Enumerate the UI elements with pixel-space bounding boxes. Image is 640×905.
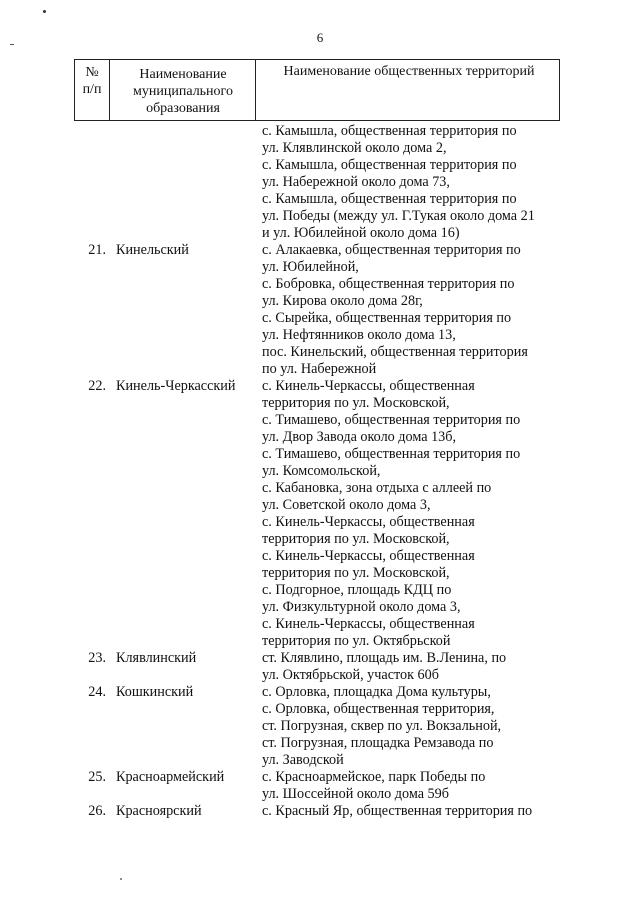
territory-line: ст. Погрузная, сквер по ул. Вокзальной, <box>262 718 502 734</box>
territory-line: с. Камышла, общественная территория по <box>262 191 517 207</box>
row-number: 25. <box>88 769 106 785</box>
territory-line: с. Красный Яр, общественная территория по <box>262 803 533 819</box>
territory-line: ст. Клявлино, площадь им. В.Ленина, по <box>262 650 507 666</box>
municipality-name: Красноярский <box>116 803 202 819</box>
territory-line: ул. Набережной около дома 73, <box>262 174 450 190</box>
row-number: 23. <box>88 650 106 666</box>
territory-line: с. Красноармейское, парк Победы по <box>262 769 486 785</box>
territory-line: территория по ул. Московской, <box>262 565 450 581</box>
territory-line: ул. Шоссейной около дома 59б <box>262 786 449 802</box>
territory-line: ул. Клявлинской около дома 2, <box>262 140 447 156</box>
territory-line: ул. Победы (между ул. Г.Тукая около дома 21 <box>262 208 535 224</box>
municipality-name: Кошкинский <box>116 684 194 700</box>
territory-line: ул. Юбилейной, <box>262 259 359 275</box>
row-number: 22. <box>88 378 106 394</box>
territory-line: с. Кинель-Черкассы, общественная <box>262 616 475 632</box>
header-territories: Наименование общественных территорий <box>283 64 535 79</box>
header-divider <box>255 60 256 120</box>
territory-line: и ул. Юбилейной около дома 16) <box>262 225 460 241</box>
territory-line: с. Бобровка, общественная территория по <box>262 276 515 292</box>
row-number: 24. <box>88 684 106 700</box>
territory-line: с. Тимашево, общественная территория по <box>262 446 521 462</box>
territory-line: пос. Кинельский, общественная территория <box>262 344 528 360</box>
header-number: № п/п <box>82 65 102 97</box>
territory-line: территория по ул. Московской, <box>262 531 450 547</box>
territory-line: ул. Заводской <box>262 752 344 768</box>
territory-line: ул. Нефтянников около дома 13, <box>262 327 456 343</box>
territory-line: с. Кинель-Черкассы, общественная <box>262 378 475 394</box>
header-divider <box>109 60 110 120</box>
territory-line: с. Сырейка, общественная территория по <box>262 310 512 326</box>
territory-line: с. Кабановка, зона отдыха с аллеей по <box>262 480 492 496</box>
territory-line: ул. Кирова около дома 28г, <box>262 293 423 309</box>
territory-line: ул. Советской около дома 3, <box>262 497 431 513</box>
header-municipality: Наименование муниципального образования <box>133 67 233 116</box>
territory-line: ул. Двор Завода около дома 13б, <box>262 429 457 445</box>
municipality-name: Кинель-Черкасский <box>116 378 236 394</box>
territory-line: территория по ул. Октябрьской <box>262 633 451 649</box>
territory-line: с. Кинель-Черкассы, общественная <box>262 548 475 564</box>
scan-dot-mark-bottom <box>120 878 122 880</box>
row-number: 21. <box>88 242 106 258</box>
territory-line: ул. Октябрьской, участок 60б <box>262 667 439 683</box>
territory-line: с. Кинель-Черкассы, общественная <box>262 514 475 530</box>
municipality-name: Клявлинский <box>116 650 197 666</box>
territory-line: территория по ул. Московской, <box>262 395 450 411</box>
territory-line: с. Тимашево, общественная территория по <box>262 412 521 428</box>
territory-line: ул. Комсомольской, <box>262 463 381 479</box>
territory-line: ст. Погрузная, площадка Ремзавода по <box>262 735 494 751</box>
row-number: 26. <box>88 803 106 819</box>
table-header <box>74 59 560 121</box>
territory-line: с. Орловка, общественная территория, <box>262 701 495 717</box>
territory-line: с. Камышла, общественная территория по <box>262 157 517 173</box>
territory-line: по ул. Набережной <box>262 361 377 377</box>
territory-line: с. Орловка, площадка Дома культуры, <box>262 684 491 700</box>
territory-line: ул. Физкультурной около дома 3, <box>262 599 461 615</box>
territory-line: с. Алакаевка, общественная территория по <box>262 242 521 258</box>
territory-line: с. Камышла, общественная территория по <box>262 123 517 139</box>
territory-line: с. Подгорное, площадь КДЦ по <box>262 582 452 598</box>
scan-dot-mark <box>43 10 46 13</box>
municipality-name: Кинельский <box>116 242 189 258</box>
page-number: 6 <box>316 30 324 45</box>
municipality-name: Красноармейский <box>116 769 225 785</box>
